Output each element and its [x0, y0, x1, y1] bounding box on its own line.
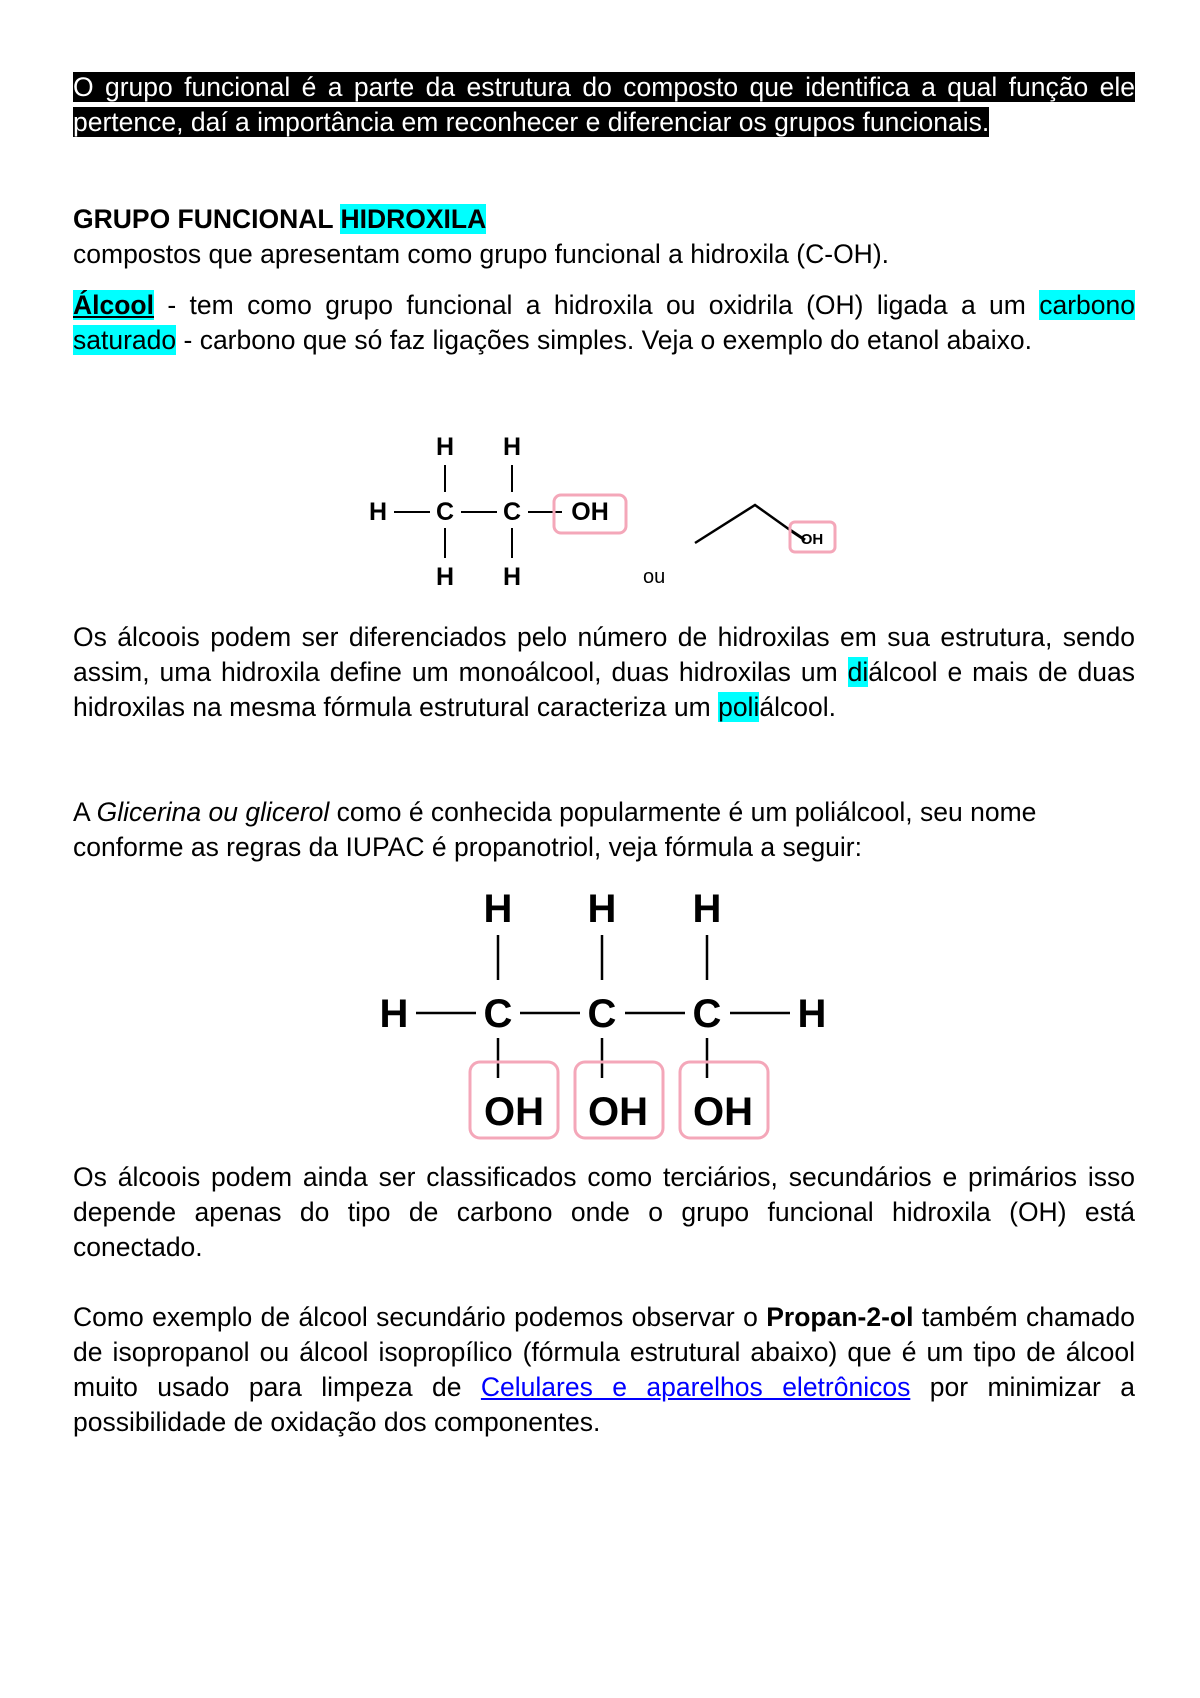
gly-oh-1: OH: [484, 1090, 544, 1134]
celulares-link[interactable]: Celulares e aparelhos eletrônicos: [480, 1372, 911, 1402]
example-text3: por minimizar a possibilidade de oxidação dos componentes.: [73, 1372, 1135, 1437]
class-paragraph: Os álcoois podem ainda ser classificados como terciários, secundários e primários isso depende apenas do tipo de carbono onde o grupo funcional hidroxila (OH) está conectado.: [73, 1162, 1135, 1262]
glicerina-italic: Glicerina ou glicerol: [96, 797, 330, 827]
gly-h-top-2: H: [587, 887, 617, 931]
atom-h-left: H: [368, 498, 388, 526]
example-block: [73, 1300, 1135, 1440]
heading-line: [73, 202, 1135, 237]
heading-highlight: HIDROXILA: [340, 204, 487, 234]
ethanol-figure: [360, 430, 860, 600]
gly-h-top-3: H: [692, 887, 722, 931]
skeletal-chain: [695, 505, 790, 543]
di-highlight: di: [847, 657, 869, 687]
ou-label: ou: [643, 566, 666, 588]
alcool-block: [73, 288, 1135, 358]
glicerina-paragraph: [73, 795, 1135, 865]
intro-block: [73, 70, 1135, 140]
example-paragraph: [73, 1300, 1135, 1440]
diff-text1: Os álcoois podem ser diferenciados pelo número de hidroxilas em sua estrutura, sendo assim, uma hidroxila define um monoálcool, duas hidroxilas um: [73, 622, 1135, 687]
heading-prefix: GRUPO FUNCIONAL: [73, 204, 341, 234]
gly-c-2: C: [587, 992, 617, 1036]
alcool-text1: - tem como grupo funcional a hidroxila ou oxidrila (OH) ligada a um: [153, 290, 1040, 320]
diff-text2: álcool e mais de duas hidroxilas na mesma fórmula estrutural caracteriza um: [73, 657, 1135, 722]
example-text1: Como exemplo de álcool secundário podemos observar o: [73, 1302, 767, 1332]
diff-paragraph: [73, 620, 1135, 725]
heading-sub: compostos que apresentam como grupo funcional a hidroxila (C-OH).: [73, 239, 890, 269]
diff-block: [73, 620, 1135, 725]
gly-c-3: C: [692, 992, 722, 1036]
skeletal-oh-label: OH: [800, 531, 824, 548]
glicerina-text2: como é conhecida popularmente é um poliálcool, seu nome conforme as regras da IUPAC é propanotriol, veja fórmula a seguir:: [73, 797, 1037, 862]
alcool-paragraph: [73, 288, 1135, 358]
atom-c-2: C: [502, 498, 522, 526]
example-text2: também chamado de isopropanol ou álcool isopropílico (fórmula estrutural abaixo) que é um tipo de álcool muito usado para limpeza de: [73, 1302, 1136, 1402]
atom-oh: OH: [571, 498, 609, 526]
gly-c-1: C: [483, 992, 513, 1036]
glicerina-block: [73, 795, 1135, 865]
diff-text3: álcool.: [759, 692, 836, 722]
gly-h-left: H: [379, 992, 409, 1036]
intro-text: O grupo funcional é a parte da estrutura do composto que identifica a qual função ele pertence, daí a importância em reconhecer e diferenciar os grupos funcionais.: [73, 72, 1135, 137]
intro-paragraph: [73, 70, 1135, 140]
alcool-term: Álcool: [73, 290, 154, 320]
atom-h-top-1: H: [435, 433, 455, 461]
poli-highlight: poli: [718, 692, 760, 722]
propan-2-ol-bold: Propan-2-ol: [766, 1302, 914, 1332]
gly-h-top-1: H: [483, 887, 513, 931]
atom-h-bot-2: H: [502, 563, 522, 591]
glycerol-figure: [370, 880, 850, 1150]
gly-oh-3: OH: [693, 1090, 753, 1134]
class-block: [73, 1160, 1135, 1265]
atom-c-1: C: [435, 498, 455, 526]
alcool-text2: - carbono que só faz ligações simples. Veja o exemplo do etanol abaixo.: [176, 325, 1033, 355]
glicerina-text1: A: [73, 797, 97, 827]
gly-oh-2: OH: [588, 1090, 648, 1134]
gly-h-right: H: [797, 992, 827, 1036]
carbono-saturado-highlight: carbono saturado: [73, 290, 1135, 355]
atom-h-top-2: H: [502, 433, 522, 461]
section-heading: [73, 202, 1135, 272]
atom-h-bot-1: H: [435, 563, 455, 591]
